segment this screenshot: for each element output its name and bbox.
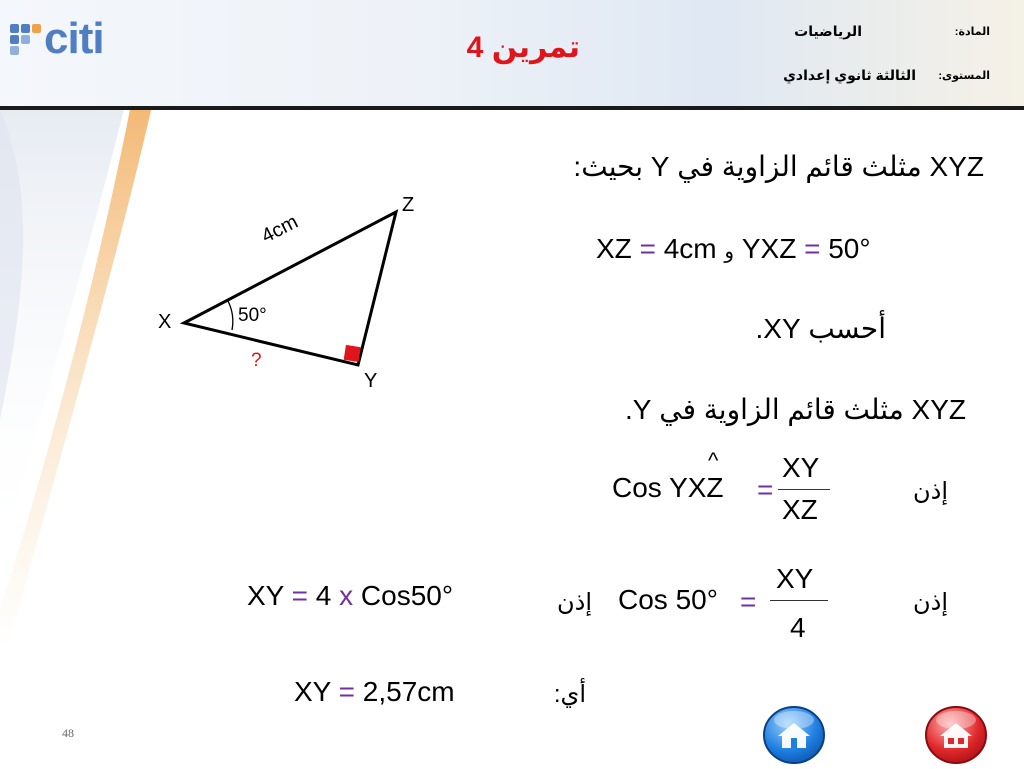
equals-sign: = <box>291 580 308 611</box>
home-button[interactable] <box>762 704 826 764</box>
vertex-x-label: X <box>158 311 172 333</box>
solution-line-1: XYZ مثلث قائم الزاوية في Y. <box>625 394 966 425</box>
problem-line-1: XYZ مثلث قائم الزاوية في Y بحيث: <box>573 151 984 182</box>
logo-square <box>10 35 19 44</box>
equals-sign: = <box>338 676 355 707</box>
hence-label: إذن <box>913 478 948 505</box>
result-value: 2,57cm <box>362 676 455 707</box>
and-word: و <box>724 241 735 263</box>
result-equation <box>294 676 455 708</box>
fraction-2-numerator: XY <box>776 563 814 594</box>
fraction-2-denominator: 4 <box>790 612 806 643</box>
fraction-1-numerator: XY <box>782 452 820 483</box>
unknown-side-label: ? <box>251 350 262 371</box>
equals-sign: = <box>740 586 757 617</box>
length-value: 4 <box>315 580 332 611</box>
header-divider <box>0 106 1024 110</box>
exit-icon <box>924 704 988 764</box>
logo-text: citi <box>44 14 104 63</box>
logo-square <box>21 35 30 44</box>
cos50-term: Cos50° <box>360 580 454 611</box>
subject-value: الرياضيات <box>794 23 862 39</box>
problem-line-3: أحسب XY. <box>755 313 886 344</box>
equals-sign: = <box>757 474 774 505</box>
angle-arc <box>228 301 233 330</box>
cos-yxz-expression: Cos YXZ <box>612 472 724 503</box>
equals-sign: = <box>639 233 656 264</box>
exit-button[interactable] <box>924 704 988 764</box>
level-value: الثالثة ثانوي إعدادي <box>783 67 916 83</box>
xy-symbol: XY <box>247 580 284 611</box>
xz-value: 4cm <box>663 233 717 264</box>
logo-square <box>32 24 41 33</box>
angle-value: 50° <box>828 233 871 264</box>
equals-sign: = <box>804 233 821 264</box>
right-angle-marker <box>344 345 361 362</box>
level-label: المستوى: <box>938 70 990 82</box>
fraction-2-bar <box>770 600 828 601</box>
hence-label: إذن <box>557 589 592 616</box>
angle-hat: ^ <box>708 448 719 473</box>
subject-label: المادة: <box>954 26 990 38</box>
vertex-z-label: Z <box>402 194 415 216</box>
logo-square <box>10 46 19 55</box>
side-xz-label: 4cm <box>258 210 302 248</box>
vertex-y-label: Y <box>364 370 378 392</box>
hence-label: إذن <box>913 589 948 616</box>
exercise-title: تمرين 4 <box>466 31 580 64</box>
problem-line-2 <box>596 233 871 265</box>
page-number: 48 <box>62 726 74 740</box>
xy-equation <box>247 580 453 612</box>
times-sign: x <box>339 580 354 611</box>
fraction-1-denominator: XZ <box>782 494 818 525</box>
angle-x-label: 50° <box>238 305 267 326</box>
home-icon <box>762 704 826 764</box>
angle-yxz-symbol: YXZ <box>741 233 797 264</box>
ie-label: أي: <box>553 681 586 708</box>
logo-square <box>10 24 19 33</box>
cos-50-expression: Cos 50° <box>618 584 718 615</box>
xz-symbol: XZ <box>596 233 632 264</box>
xy-symbol: XY <box>294 676 331 707</box>
logo-square <box>21 24 30 33</box>
fraction-1-bar <box>778 489 830 490</box>
